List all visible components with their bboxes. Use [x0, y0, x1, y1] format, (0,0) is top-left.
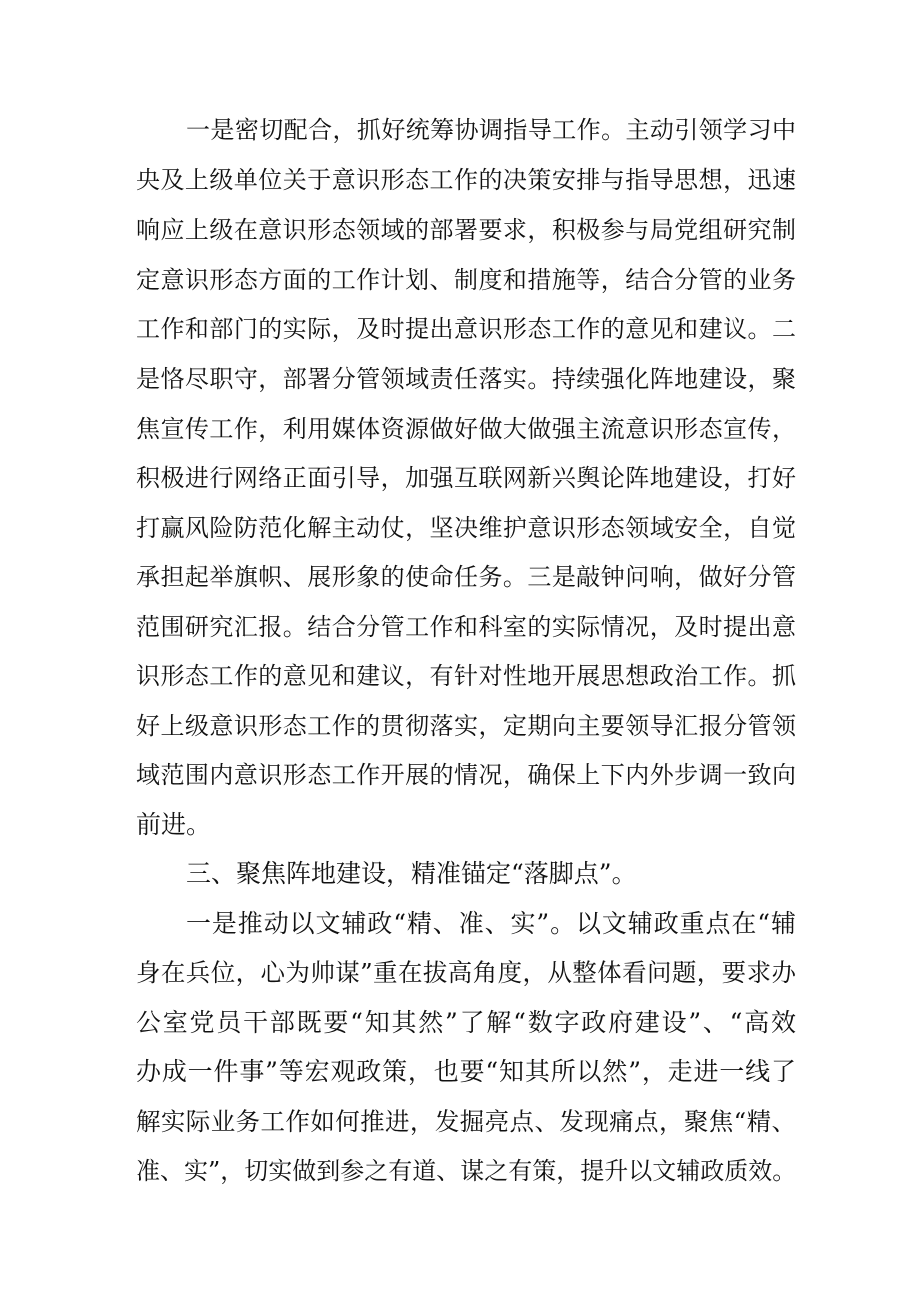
- paragraph-line: 定意识形态方面的工作计划、制度和措施等，结合分管的业务: [136, 266, 796, 294]
- paragraph-line: 公室党员干部既要“知其然”了解“数字政府建设”、“高效: [136, 1008, 796, 1037]
- paragraph-line: 办成一件事”等宏观政策，也要“知其所以然”，走进一线了: [136, 1057, 796, 1086]
- paragraph-line: 准、实”，切实做到参之有道、谋之有策，提升以文辅政质效。: [136, 1157, 797, 1185]
- paragraph-line: 央及上级单位关于意识形态工作的决策安排与指导思想，迅速: [136, 166, 796, 194]
- paragraph-line: 打赢风险防范化解主动仗，坚决维护意识形态领域安全，自觉: [136, 514, 796, 542]
- paragraph-line: 身在兵位，心为帅谋”重在拔高角度，从整体看问题，要求办: [136, 958, 796, 987]
- paragraph-line: 焦宣传工作，利用媒体资源做好做大做强主流意识形态宣传，: [136, 415, 796, 443]
- paragraph-line: 响应上级在意识形态领域的部署要求，积极参与局党组研究制: [136, 216, 796, 244]
- paragraph-line: 承担起举旗帜、展形象的使命任务。三是敲钟问响，做好分管: [136, 563, 796, 591]
- paragraph-line: 域范围内意识形态工作开展的情况，确保上下内外步调一致向: [136, 761, 796, 789]
- paragraph-line: 解实际业务工作如何推进，发掘亮点、发现痛点，聚焦“精、: [136, 1107, 796, 1136]
- paragraph-line: 积极进行网络正面引导，加强互联网新兴舆论阵地建设，打好: [136, 464, 796, 492]
- paragraph-line: 范围研究汇报。结合分管工作和科室的实际情况，及时提出意: [136, 613, 796, 641]
- paragraph-line: 好上级意识形态工作的贯彻落实，定期向主要领导汇报分管领: [136, 712, 796, 740]
- paragraph-line: 是恪尽职守，部署分管领域责任落实。持续强化阵地建设，聚: [136, 365, 796, 393]
- paragraph-line: 工作和部门的实际，及时提出意识形态工作的意见和建议。二: [136, 315, 796, 343]
- paragraph-line: 识形态工作的意见和建议，有针对性地开展思想政治工作。抓: [136, 662, 796, 690]
- section-heading: 三、聚焦阵地建设，精准锚定“落脚点”。: [186, 859, 637, 888]
- paragraph-line: 一是密切配合，抓好统筹协调指导工作。主动引领学习中: [186, 116, 796, 144]
- paragraph-line: 前进。: [136, 810, 212, 839]
- paragraph-line: 一是推动以文辅政“精、准、实”。以文辅政重点在“辅: [186, 909, 796, 938]
